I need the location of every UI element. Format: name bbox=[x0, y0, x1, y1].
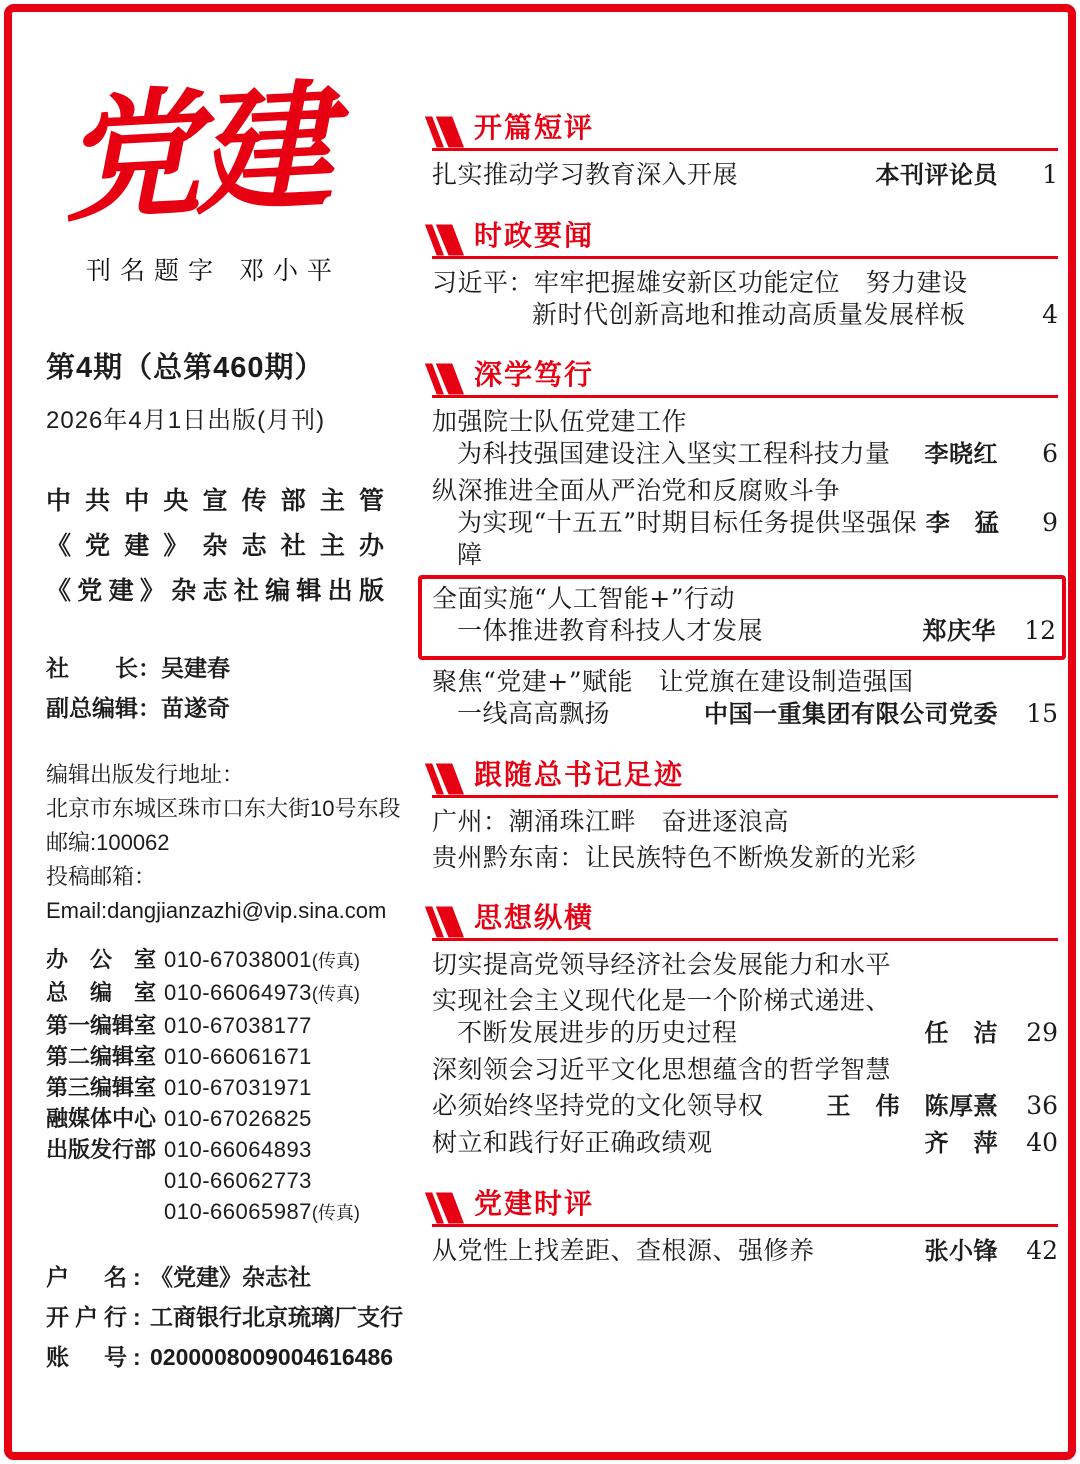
phone-label: 办 公 室 bbox=[46, 946, 157, 972]
entry-title: 扎实推动学习教育深入开展 bbox=[432, 160, 739, 189]
toc-entry bbox=[432, 1054, 1058, 1086]
bank-label: 户 名: bbox=[46, 1263, 147, 1290]
bank-row bbox=[46, 1297, 420, 1337]
phone-list bbox=[46, 944, 420, 1229]
publisher-line: 中共中央宣传部主管 bbox=[46, 486, 384, 515]
toc-section bbox=[432, 359, 1058, 731]
entry-title: 聚焦“党建+”赋能 让党旗在建设制造强国 bbox=[432, 667, 914, 696]
entry-title: 为实现“十五五”时期目标任务提供坚强保障 bbox=[457, 508, 918, 569]
phone-fax-note: (传真) bbox=[311, 950, 360, 971]
toc-entry bbox=[432, 842, 1058, 874]
address-line: 投稿邮箱： bbox=[46, 863, 157, 889]
phone-label: 第一编辑室 bbox=[46, 1012, 157, 1038]
section-title: 开篇短评 bbox=[474, 112, 595, 143]
entry-title: 深刻领会习近平文化思想蕴含的哲学智慧 bbox=[432, 1055, 892, 1084]
entry-title: 实现社会主义现代化是一个阶梯式递进、 bbox=[432, 986, 892, 1015]
phone-row bbox=[46, 1103, 420, 1134]
toc-entry bbox=[432, 1235, 1058, 1268]
section-entries bbox=[432, 259, 1058, 331]
toc-entry bbox=[432, 475, 1058, 571]
toc-section bbox=[432, 759, 1058, 874]
masthead bbox=[46, 64, 420, 1377]
phone-row bbox=[46, 1041, 420, 1072]
publish-date: 2026年4月1日出版(月刊) bbox=[46, 406, 326, 434]
phone-label: 总 编 室 bbox=[46, 979, 157, 1005]
entry-author: 李 猛 bbox=[925, 510, 1000, 537]
bank-row bbox=[46, 1257, 420, 1297]
phone-number: 010-67038177 bbox=[164, 1012, 312, 1038]
bank-value: 工商银行北京琉璃厂支行 bbox=[150, 1303, 403, 1330]
toc-entry bbox=[432, 267, 1058, 331]
entry-title: 加强院士队伍党建工作 bbox=[432, 407, 688, 436]
section-flag-icon bbox=[424, 906, 464, 938]
section-title: 跟随总书记足迹 bbox=[474, 759, 685, 790]
toc-entry bbox=[432, 949, 1058, 981]
entry-author: 王 伟 陈厚熹 bbox=[826, 1093, 998, 1120]
section-entries bbox=[432, 941, 1058, 1160]
entry-title: 一线高高飘扬 bbox=[457, 699, 611, 728]
toc-entry-line bbox=[432, 806, 1058, 838]
section-header bbox=[432, 902, 1058, 941]
publisher-line: 《党建》杂志社编辑出版 bbox=[46, 576, 384, 605]
phone-number: 010-67031971 bbox=[164, 1074, 312, 1100]
bank-row bbox=[46, 1337, 420, 1377]
highlighted-entry bbox=[418, 575, 1066, 660]
entry-page-number: 1 bbox=[1042, 160, 1058, 189]
entry-title: 全面实施“人工智能+”行动 bbox=[432, 584, 736, 613]
address-line: 北京市东城区珠市口东大街10号东段 bbox=[46, 795, 401, 821]
entry-author: 任 洁 bbox=[924, 1020, 998, 1047]
bank-value: 《党建》杂志社 bbox=[150, 1263, 311, 1290]
entry-page-number: 9 bbox=[1042, 508, 1058, 537]
phone-row bbox=[46, 1196, 420, 1229]
entry-title: 从党性上找差距、查根源、强修养 bbox=[432, 1236, 815, 1265]
phone-row bbox=[46, 1165, 420, 1196]
toc-entry bbox=[432, 1090, 1058, 1123]
section-header bbox=[432, 1188, 1058, 1227]
phone-number: 010-66065987 bbox=[164, 1198, 312, 1224]
toc-entry-line bbox=[432, 159, 1058, 192]
section-entries bbox=[432, 798, 1058, 874]
section-header bbox=[432, 112, 1058, 151]
toc-entry-line bbox=[432, 475, 1058, 507]
entry-page-number: 4 bbox=[1042, 300, 1058, 329]
toc-section bbox=[432, 1188, 1058, 1268]
toc-entry-line bbox=[432, 698, 1058, 731]
toc-entry-line bbox=[432, 666, 1058, 698]
bank-block bbox=[46, 1257, 420, 1377]
toc-entry-line bbox=[432, 949, 1058, 981]
section-header bbox=[432, 359, 1058, 398]
toc-entry-line bbox=[432, 985, 1058, 1017]
address-line: 编辑出版发行地址： bbox=[46, 761, 245, 787]
section-entries bbox=[432, 398, 1058, 731]
section-title: 深学笃行 bbox=[474, 359, 595, 390]
phone-row bbox=[46, 944, 420, 977]
section-flag-icon bbox=[424, 363, 464, 395]
phone-label: 融媒体中心 bbox=[46, 1105, 157, 1131]
entry-author: 李晓红 bbox=[924, 441, 998, 468]
toc-entry bbox=[432, 666, 1058, 731]
entry-page-number: 6 bbox=[1042, 439, 1058, 468]
section-entries bbox=[432, 151, 1058, 192]
staff-label: 副总编辑： bbox=[46, 694, 161, 721]
bank-value: 0200008009004616486 bbox=[150, 1343, 394, 1370]
address-block bbox=[46, 758, 420, 928]
phone-label: 第二编辑室 bbox=[46, 1043, 157, 1069]
toc-entry-line bbox=[432, 1054, 1058, 1086]
bank-label: 账 号: bbox=[46, 1343, 147, 1370]
toc-entry-line bbox=[432, 615, 1056, 648]
toc-entry-line bbox=[432, 583, 1056, 615]
entry-title: 不断发展进步的历史过程 bbox=[457, 1018, 738, 1047]
bank-label: 开户行: bbox=[46, 1303, 147, 1330]
entry-author: 本刊评论员 bbox=[875, 162, 998, 189]
entry-title: 广州：潮涌珠江畔 奋进逐浪高 bbox=[432, 807, 790, 836]
toc-section bbox=[432, 112, 1058, 192]
phone-number: 010-66064893 bbox=[164, 1136, 312, 1162]
toc-entry bbox=[432, 806, 1058, 838]
toc-entry-line bbox=[432, 1235, 1058, 1268]
phone-number: 010-67026825 bbox=[164, 1105, 312, 1131]
staff-block bbox=[46, 648, 420, 728]
toc-entry bbox=[432, 406, 1058, 471]
staff-name: 苗遂奇 bbox=[161, 694, 230, 721]
entry-author: 中国一重集团有限公司党委 bbox=[704, 701, 998, 728]
phone-row bbox=[46, 1134, 420, 1165]
toc-entry-line bbox=[432, 299, 1058, 331]
entry-page-number: 36 bbox=[1026, 1091, 1058, 1120]
phone-fax-note: (传真) bbox=[311, 983, 360, 1004]
toc-entry bbox=[432, 1127, 1058, 1160]
toc-entry-line bbox=[432, 267, 1058, 299]
section-flag-icon bbox=[424, 763, 464, 795]
entry-page-number: 40 bbox=[1026, 1128, 1058, 1157]
phone-row bbox=[46, 1072, 420, 1103]
entry-title: 必须始终坚持党的文化领导权 bbox=[432, 1091, 764, 1120]
toc-entry-line bbox=[432, 406, 1058, 438]
section-title: 时政要闻 bbox=[474, 220, 595, 251]
toc-entry-line bbox=[432, 438, 1058, 471]
phone-number: 010-66061671 bbox=[164, 1043, 312, 1069]
entry-author: 张小锋 bbox=[924, 1238, 998, 1265]
toc-entry-line bbox=[432, 1017, 1058, 1050]
phone-row bbox=[46, 977, 420, 1010]
magazine-logo: 党建 bbox=[57, 64, 331, 242]
entry-title: 树立和践行好正确政绩观 bbox=[432, 1128, 713, 1157]
section-flag-icon bbox=[424, 116, 464, 148]
entry-author: 郑庆华 bbox=[922, 618, 996, 645]
phone-fax-note: (传真) bbox=[311, 1202, 360, 1223]
toc-entry bbox=[432, 159, 1058, 192]
entry-page-number: 42 bbox=[1026, 1236, 1058, 1265]
phone-row bbox=[46, 1010, 420, 1041]
publisher-line: 《党建》杂志社主办 bbox=[46, 531, 384, 560]
address-line: 邮编:100062 bbox=[46, 829, 170, 855]
toc-section bbox=[432, 902, 1058, 1160]
entry-title: 习近平：牢牢把握雄安新区功能定位 努力建设 bbox=[432, 268, 968, 297]
section-title: 思想纵横 bbox=[474, 902, 595, 933]
entry-page-number: 12 bbox=[1024, 616, 1056, 645]
entry-title: 新时代创新高地和推动高质量发展样板 bbox=[532, 300, 966, 329]
entry-title: 为科技强国建设注入坚实工程科技力量 bbox=[457, 439, 891, 468]
entry-title: 一体推进教育科技人才发展 bbox=[457, 616, 764, 645]
entry-author: 齐 萍 bbox=[924, 1130, 998, 1157]
toc-entry-line bbox=[432, 507, 1058, 571]
toc bbox=[432, 112, 1058, 1296]
section-header bbox=[432, 759, 1058, 798]
section-entries bbox=[432, 1227, 1058, 1268]
toc-entry-line bbox=[432, 1090, 1058, 1123]
phone-label: 出版发行部 bbox=[46, 1136, 157, 1162]
phone-number: 010-66064973 bbox=[164, 979, 312, 1005]
toc-entry-line bbox=[864, 224, 1080, 257]
phone-number: 010-66062773 bbox=[164, 1167, 312, 1193]
logo-caption: 刊名题字 邓小平 bbox=[86, 255, 341, 285]
toc-entry-line bbox=[432, 842, 1058, 874]
publisher-lines bbox=[46, 479, 384, 614]
phone-label: 第三编辑室 bbox=[46, 1074, 157, 1100]
issue-number: 第4期（总第460期） bbox=[46, 351, 325, 384]
entry-page-number: 29 bbox=[1026, 1018, 1058, 1047]
entry-page-number: 15 bbox=[1026, 699, 1058, 728]
toc-entry bbox=[432, 985, 1058, 1050]
staff-row bbox=[46, 648, 420, 688]
staff-row bbox=[46, 688, 420, 728]
phone-number: 010-67038001 bbox=[164, 946, 312, 972]
email-address: Email:dangjianzazhi@vip.sina.com bbox=[46, 897, 387, 923]
section-flag-icon bbox=[424, 224, 464, 256]
entry-title: 切实提高党领导经济社会发展能力和水平 bbox=[432, 950, 892, 979]
section-flag-icon bbox=[424, 1192, 464, 1224]
staff-name: 吴建春 bbox=[161, 654, 230, 681]
entry-title: 贵州黔东南：让民族特色不断焕发新的光彩 bbox=[432, 843, 917, 872]
section-title: 党建时评 bbox=[474, 1188, 595, 1219]
staff-label: 社 长： bbox=[46, 654, 161, 681]
entry-title: 纵深推进全面从严治党和反腐败斗争 bbox=[432, 476, 841, 505]
toc-entry-line bbox=[432, 1127, 1058, 1160]
